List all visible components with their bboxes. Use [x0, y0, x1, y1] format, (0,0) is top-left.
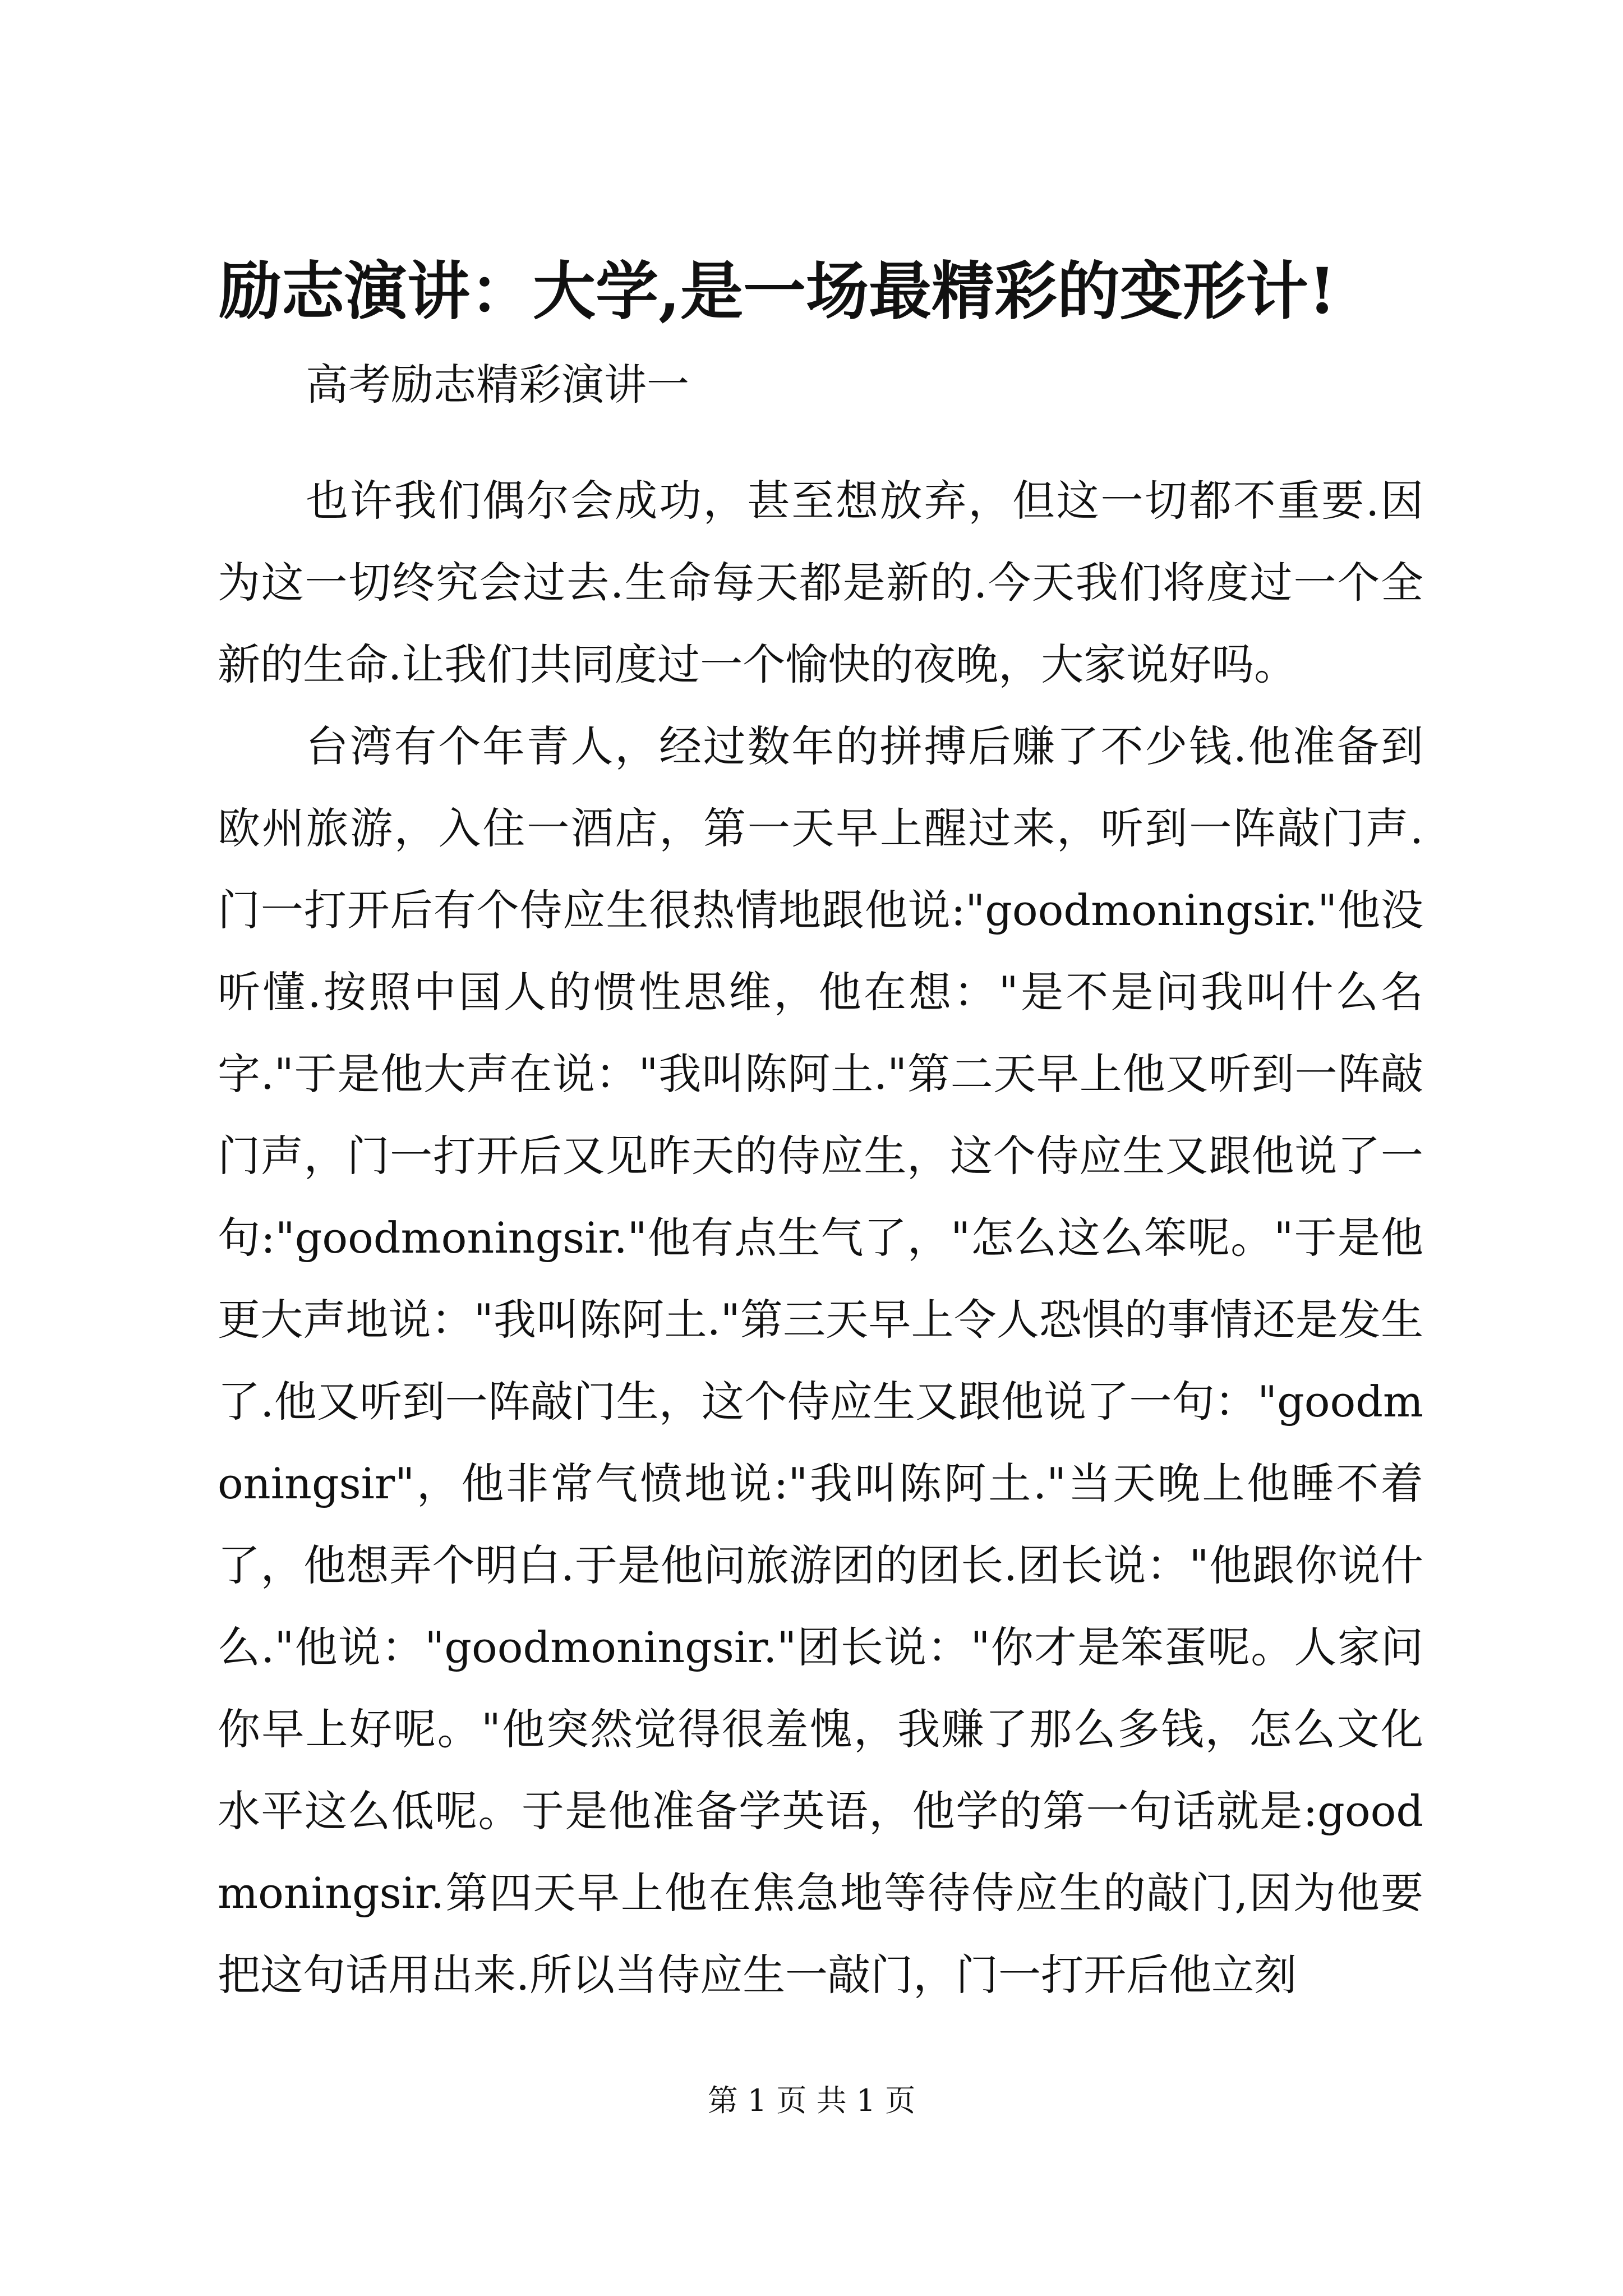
- paragraph: 也许我们偶尔会成功，甚至想放弃，但这一切都不重要.因为这一切终究会过去.生命每天都是新的.今天我们将度过一个全新的生命.让我们共同度过一个愉快的夜晚，大家说好吗。: [218, 476, 1423, 689]
- document-title: 励志演讲：大学,是一场最精彩的变形计!: [219, 255, 1336, 328]
- page-footer: 第 1 页 共 1 页: [707, 2083, 916, 2118]
- document-body: [218, 460, 1423, 2016]
- document-subtitle: 高考励志精彩演讲一: [306, 360, 689, 409]
- paragraph: 台湾有个年青人，经过数年的拼搏后赚了不少钱.他准备到欧州旅游，入住一酒店，第一天早上醒过来，听到一阵敲门声.门一打开后有个侍应生很热情地跟他说:"goodmoningsir."他没听懂.按照中国人的惯性思维，他在想："是不是问我叫什么名字."于是他大声在说："我叫陈阿土."第二天早上他又听到一阵敲门声，门一打开后又见昨天的侍应生，这个侍应生又跟他说了一句:"goodmoningsir."他有点生气了，"怎么这么笨呢。"于是他更大声地说："我叫陈阿土."第三天早上令人恐惧的事情还是发生了.他又听到一阵敲门生，这个侍应生又跟他说了一句："goodmoningsir"，他非常气愤地说:"我叫陈阿土."当天晚上他睡不着了，他想弄个明白.于是他问旅游团的团长.团长说："他跟你说什么."他说："goodmoningsir."团长说："你才是笨蛋呢。人家问你早上好呢。"他突然觉得很羞愧，我赚了那么多钱，怎么文化水平这么低呢。于是他准备学英语，他学的第一句话就是:goodmoningsir.第四天早上他在焦急地等待侍应生的敲门,因为他要把这句话用出来.所以当侍应生一敲门，门一打开后他立刻: [218, 721, 1423, 2000]
